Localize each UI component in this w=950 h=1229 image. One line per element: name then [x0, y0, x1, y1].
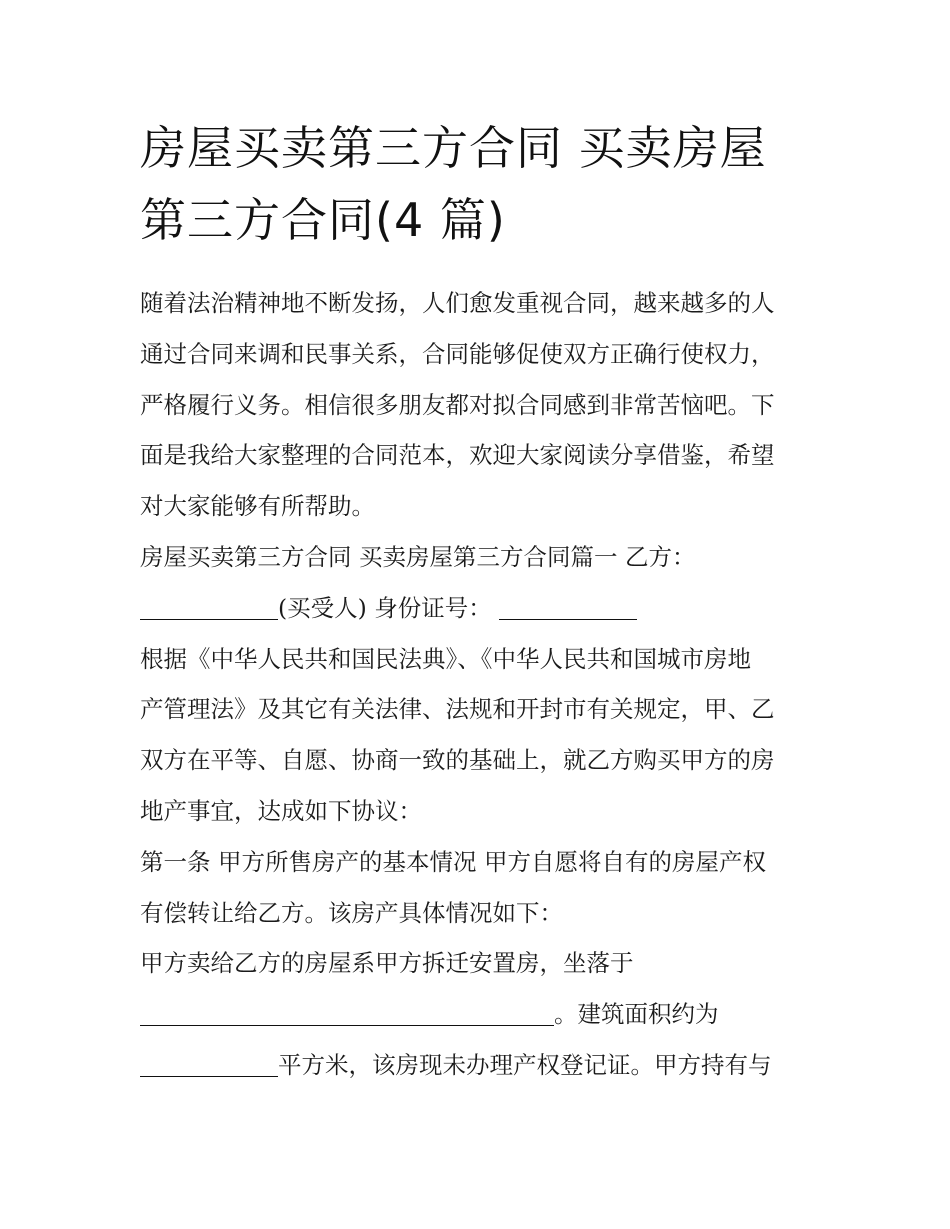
intro-line-2: 通过合同来调和民事关系，合同能够促使双方正确行使权力，: [140, 339, 775, 368]
buyer-id-line: [140, 583, 815, 634]
area-blank[interactable]: [140, 1046, 278, 1077]
article1-line-2: 有偿转让给乙方。该房产具体情况如下：: [140, 898, 563, 927]
basis-line-3: 双方在平等、自愿、协商一致的基础上，就乙方购买甲方的房: [140, 746, 775, 775]
buyer-id-label: (买受人) 身份证号：: [278, 593, 492, 622]
title-line-1: 房屋买卖第三方合同 买卖房屋: [140, 121, 767, 175]
buyer-id-blank[interactable]: [499, 589, 637, 620]
basis-line-4: 地产事宜，达成如下协议：: [140, 796, 422, 825]
section-heading: 房屋买卖第三方合同 买卖房屋第三方合同篇一 乙方：: [140, 542, 696, 571]
certificate-line: [140, 1040, 815, 1091]
area-line-suffix: 。建筑面积约为: [554, 1000, 719, 1029]
document-body: [140, 278, 815, 1091]
title-line-2: 第三方合同(4 篇): [140, 193, 506, 247]
intro-line-1: 随着法治精神地不断发扬，人们愈发重视合同，越来越多的人: [140, 289, 775, 317]
basis-line-1: 根据《中华人民共和国民法典》、《中华人民共和国城市房地: [140, 644, 751, 673]
document-page: [140, 112, 815, 1091]
buyer-name-blank[interactable]: [140, 589, 278, 620]
location-blank[interactable]: [140, 995, 554, 1026]
intro-line-3: 严格履行义务。相信很多朋友都对拟合同感到非常苦恼吧。下: [140, 390, 775, 419]
intro-line-4: 面是我给大家整理的合同范本，欢迎大家阅读分享借鉴，希望: [140, 441, 775, 470]
article1-line-1: 第一条 甲方所售房产的基本情况 甲方自愿将自有的房屋产权: [140, 847, 766, 876]
intro-line-5: 对大家能够有所帮助。: [140, 492, 375, 521]
area-line: [140, 989, 815, 1040]
basis-line-2: 产管理法》及其它有关法律、法规和开封市有关规定，甲、乙: [140, 695, 775, 724]
document-title: [140, 112, 815, 256]
certificate-line-suffix: 平方米，该房现未办理产权登记证。甲方持有与: [278, 1050, 772, 1079]
property-line: 甲方卖给乙方的房屋系甲方拆迁安置房，坐落于: [140, 949, 634, 978]
